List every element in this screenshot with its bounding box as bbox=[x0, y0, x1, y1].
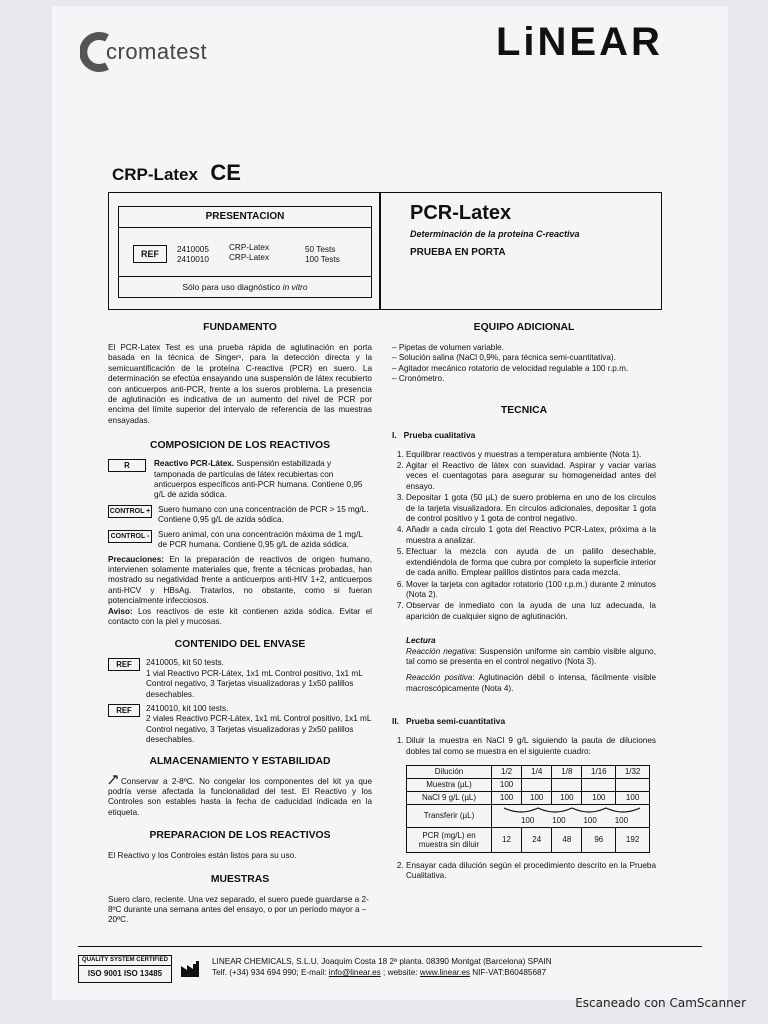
kit100-title: 2410010, kit 100 tests. bbox=[146, 703, 229, 713]
table-cell: 100 bbox=[552, 791, 582, 804]
reagent-desc: Suspensión estabilizada y tamponada de partículas de látex recubiertas con anticuerpos específicos anti-PCR humana. Contiene 0,95 g/L de azida sódica. bbox=[154, 459, 363, 500]
step: 7. Observar de inmediato con la ayuda de una luz adecuada, la aparición de cualquier signo de aglutinación. bbox=[406, 601, 656, 622]
table-cell: 1/4 bbox=[522, 765, 552, 778]
step: 4. Añadir a cada círculo 1 gota del Reactivo PCR-Latex, próxima a la muestra a analizar. bbox=[406, 525, 656, 546]
step: 6. Mover la tarjeta con agitador rotatorio (100 r.p.m.) durante 2 minutos (Nota 2). bbox=[406, 580, 656, 601]
dilution-table bbox=[406, 765, 650, 853]
kit50-desc: 1 vial Reactivo PCR-Látex, 1x1 mL Control positivo, 1x1 mL Control negativo, 3 Tarjetas visualizadoras y 1x50 palillos desechables. bbox=[146, 668, 363, 699]
precauciones-text bbox=[108, 555, 372, 607]
reagent-label: Reactivo PCR-Látex. bbox=[154, 459, 235, 469]
step: 1. Equilibrar reactivos y muestras a temperatura ambiente (Nota 1). bbox=[406, 450, 656, 460]
semicuantitativa-heading: II. Prueba semi-cuantitativa bbox=[392, 716, 506, 727]
step: 1. Diluir la muestra en NaCl 9 g/L siguiendo la pauta de diluciones dobles tal como se muestra en el siguiente cuadro: bbox=[406, 736, 656, 757]
equipo-heading: EQUIPO ADICIONAL bbox=[473, 322, 575, 333]
row-label: Transferir (µL) bbox=[407, 804, 492, 827]
table-cell: 1/2 bbox=[492, 765, 522, 778]
equipo-list bbox=[392, 343, 656, 385]
size-1: 50 Tests bbox=[305, 245, 336, 254]
presentation-rule-2 bbox=[119, 276, 371, 277]
muestras-text: Suero claro, reciente. Una vez separado, el suero puede guardarse a 2-8ºC durante una semana antes del ensayo, o por un período mayor a –20ºC. bbox=[108, 894, 369, 925]
almacenamiento-heading: ALMACENAMIENTO Y ESTABILIDAD bbox=[149, 755, 331, 767]
row-label: Muestra (µL) bbox=[407, 778, 492, 791]
presentation-heading: PRESENTACION bbox=[205, 211, 285, 222]
email-link[interactable]: info@linear.es bbox=[328, 968, 381, 977]
presentation-rule bbox=[119, 227, 371, 228]
composicion-item bbox=[108, 505, 372, 526]
left-column bbox=[108, 322, 372, 926]
ce-mark: CE bbox=[210, 160, 241, 185]
equipo-item: – Solución salina (NaCl 0,9%, para técnica semi-cuantitativa). bbox=[392, 353, 656, 363]
reagent-tag: R bbox=[108, 459, 146, 472]
note-prefix: Sólo para uso diagnóstico bbox=[182, 282, 281, 292]
footer-rule bbox=[78, 946, 702, 947]
muestras-heading: MUESTRAS bbox=[210, 873, 270, 885]
table-cell: 1/32 bbox=[616, 765, 650, 778]
company-info bbox=[212, 956, 552, 978]
table-row bbox=[407, 765, 650, 778]
composicion-item bbox=[108, 459, 372, 501]
transfer-cell bbox=[492, 804, 650, 827]
row-label: Dilución bbox=[407, 765, 492, 778]
reagent-text bbox=[154, 459, 372, 501]
contenido-heading: CONTENIDO DEL ENVASE bbox=[174, 639, 306, 651]
neg-text: : Suspensión uniforme sin cambio visible alguno, tal como se presenta en el control negativo (Nota 3). bbox=[406, 646, 656, 666]
cert-line-1: QUALITY SYSTEM CERTIFIED bbox=[79, 956, 171, 966]
composicion-item bbox=[108, 530, 372, 551]
table-cell: 100 bbox=[614, 816, 629, 826]
equipo-item: – Pipetas de volumen variable. bbox=[392, 343, 656, 353]
semi-steps bbox=[392, 736, 656, 757]
lectura-heading: Lectura bbox=[406, 636, 436, 646]
table-cell: 100 bbox=[616, 791, 650, 804]
cromatest-logo bbox=[80, 30, 240, 74]
table-row bbox=[407, 804, 650, 827]
product-box bbox=[410, 202, 650, 258]
table-row bbox=[407, 778, 650, 791]
lectura-positiva bbox=[392, 673, 656, 694]
control-negative-tag: CONTROL - bbox=[108, 530, 152, 543]
product-box-subtitle: Determinación de la proteína C-reactiva bbox=[410, 229, 580, 239]
linear-logo: LiNEAR bbox=[496, 20, 663, 64]
fundamento-heading: FUNDAMENTO bbox=[203, 322, 277, 333]
presentation-codes bbox=[177, 245, 209, 266]
product-title: CRP-Latex bbox=[112, 165, 198, 184]
table-cell: 192 bbox=[616, 827, 650, 852]
fundamento-text: El PCR-Latex Test es una prueba rápida de aglutinación en porta basada en la técnica de Singer¹, para la detección directa y la semicuantificación de la proteína C-reactiva (PCR) en suero. La determinación se efectúa ensayando una suspensión de látex recubierto con anticuerpos anti-PCR, frente a los sueros problema. La presencia de aglutinación es indicativa de un aumento del nivel de PCR por encima del límite superior del intervalo de referencia de las muestras ensayadas. bbox=[108, 343, 372, 425]
table-cell bbox=[552, 778, 582, 791]
row-label: PCR (mg/L) en muestra sin diluir bbox=[407, 827, 492, 852]
size-2: 100 Tests bbox=[305, 255, 340, 265]
step: 2. Ensayar cada dilución según el procedimiento descrito en la Prueba Cualitativa. bbox=[406, 861, 656, 882]
precauciones-body: En la preparación de reactivos de origen humano, intervienen solamente materiales que, frente a técnicas probadas, han mostrado su negatividad frente a anticuerpos anti-HIV 1+2, anticuerpos anti-HCV y HBsAg. Tratarlos, no obstante, como si fueran potencialmente infecciosos. bbox=[108, 554, 372, 606]
contenido-item bbox=[108, 658, 372, 700]
name-2: CRP-Latex bbox=[229, 253, 270, 263]
composicion-heading: COMPOSICION DE LOS REACTIVOS bbox=[149, 440, 331, 452]
kit100-desc: 2 viales Reactivo PCR-Látex, 1x1 mL Control positivo, 1x1 mL Control negativo, 3 Tarjetas visualizadoras y 2x50 palillos desechables. bbox=[146, 714, 372, 745]
step: 2. Agitar el Reactivo de látex con suavidad. Aspirar y vaciar varias veces el cuentagotas para asegurar su homogeneidad antes del ensayo. bbox=[406, 461, 656, 492]
factory-icon bbox=[180, 960, 202, 978]
thermometer-icon bbox=[108, 775, 118, 785]
table-cell: 48 bbox=[552, 827, 582, 852]
table-cell: 24 bbox=[522, 827, 552, 852]
document-sheet bbox=[52, 6, 728, 1000]
equipo-item: – Agitador mecánico rotatorio de velocidad regulable a 100 r.p.m. bbox=[392, 364, 656, 374]
contact-suffix: NIF-VAT:B60485687 bbox=[469, 968, 547, 977]
lectura-negativa bbox=[392, 647, 656, 668]
contact-mid: ; website: bbox=[380, 968, 420, 977]
product-code-title bbox=[112, 160, 241, 186]
pos-label: Reacción positiva bbox=[406, 673, 473, 683]
almacenamiento-text bbox=[108, 775, 372, 819]
table-cell: 12 bbox=[492, 827, 522, 852]
tecnica-heading: TECNICA bbox=[500, 404, 548, 416]
table-cell: 100 bbox=[492, 778, 522, 791]
note-italic: in vitro bbox=[282, 282, 308, 292]
kit50-ref-tag: REF bbox=[108, 658, 140, 671]
table-cell: 100 bbox=[492, 791, 522, 804]
equipo-item: – Cronómetro. bbox=[392, 374, 656, 384]
aviso-text bbox=[108, 607, 372, 628]
name-1: CRP-Latex bbox=[229, 243, 270, 252]
website-link[interactable]: www.linear.es bbox=[419, 968, 470, 977]
semi-steps-2 bbox=[392, 861, 656, 882]
table-cell: 100 bbox=[583, 816, 597, 826]
kit100-ref-tag: REF bbox=[108, 704, 140, 717]
kit100-text bbox=[146, 704, 372, 746]
kit50-title: 2410005, kit 50 tests. bbox=[146, 658, 224, 668]
product-box-title: PCR-Latex bbox=[410, 202, 512, 224]
company-contact bbox=[212, 967, 552, 978]
aviso-label: Aviso: bbox=[108, 606, 133, 616]
table-cell bbox=[582, 778, 616, 791]
aviso-body: Los reactivos de este kit contienen azida sódica. Evitar el contacto con la piel y mucosas. bbox=[108, 606, 373, 626]
kit50-text bbox=[146, 658, 372, 700]
control-positive-text: Suero humano con una concentración de PCR > 15 mg/L. Contiene 0,95 g/L de azida sódica. bbox=[158, 504, 369, 525]
control-negative-text: Suero animal, con una concentración máxima de 1 mg/L de PCR humana. Contiene 0,95 g/L de azida sódica. bbox=[158, 529, 363, 550]
contenido-item bbox=[108, 704, 372, 746]
presentation-names bbox=[229, 243, 269, 264]
code-1: 2410005 bbox=[177, 245, 209, 254]
table-cell bbox=[616, 778, 650, 791]
transfer-arrows-icon bbox=[492, 806, 656, 816]
table-cell: 1/16 bbox=[582, 765, 616, 778]
quality-certificate bbox=[78, 955, 172, 983]
company-address: LINEAR CHEMICALS, S.L.U. Joaquim Costa 18 2ª planta. 08390 Montgat (Barcelona) SPAIN bbox=[212, 957, 552, 966]
cert-line-2: ISO 9001 ISO 13485 bbox=[87, 969, 163, 978]
presentation-sizes bbox=[305, 245, 340, 266]
row-label: NaCl 9 g/L (µL) bbox=[407, 791, 492, 804]
almacenamiento-body: Conservar a 2-8ºC. No congelar los componentes del kit ya que podría verse afectada la funcionalidad del test. El Reactivo y los Controles son estables hasta la fecha de caducidad indicada en la etiqueta. bbox=[108, 776, 372, 817]
contact-prefix: Telf. (+34) 934 694 990; E-mail: bbox=[212, 968, 329, 977]
table-cell: 96 bbox=[582, 827, 616, 852]
table-cell: 1/8 bbox=[552, 765, 582, 778]
cualitativa-steps bbox=[392, 450, 656, 623]
table-row bbox=[407, 827, 650, 852]
table-row bbox=[407, 791, 650, 804]
table-cell: 100 bbox=[522, 791, 552, 804]
cualitativa-heading: I. Prueba cualitativa bbox=[392, 429, 476, 440]
pos-text: : Aglutinación débil o intensa, fácilmente visible macroscópicamente (Nota 4). bbox=[406, 673, 656, 693]
neg-label: Reacción negativa bbox=[406, 646, 475, 656]
preparacion-heading: PREPARACION DE LOS REACTIVOS bbox=[149, 830, 331, 842]
ref-tag: REF bbox=[133, 245, 167, 263]
code-2: 2410010 bbox=[177, 255, 209, 265]
header-divider bbox=[379, 192, 381, 310]
preparacion-text: El Reactivo y los Controles están listos para su uso. bbox=[108, 851, 297, 861]
product-box-type: PRUEBA EN PORTA bbox=[410, 247, 506, 258]
presentation-box bbox=[118, 206, 372, 298]
table-cell: 100 bbox=[582, 791, 616, 804]
step: 3. Depositar 1 gota (50 µL) de suero problema en uno de los círculos de la tarjeta visualizadora. En círculos adicionales, depositar 1 gota de control positivo y 1 gota de control negativo. bbox=[406, 493, 656, 524]
control-positive-tag: CONTROL + bbox=[108, 505, 152, 518]
step: 5. Efectuar la mezcla con ayuda de un palillo desechable, extendiéndola de forma que cubra por completo la superficie interior de cada anillo. Emplear palillos distintos para cada mezcla. bbox=[406, 547, 656, 578]
cromatest-logo-text: cromatest bbox=[106, 39, 208, 64]
right-column bbox=[392, 322, 656, 883]
presentation-note bbox=[119, 282, 371, 292]
table-cell bbox=[522, 778, 552, 791]
precauciones-label: Precauciones: bbox=[108, 554, 164, 564]
scanner-watermark: Escaneado con CamScanner bbox=[575, 996, 746, 1010]
table-cell: 100 bbox=[520, 816, 535, 826]
table-cell: 100 bbox=[552, 816, 566, 826]
